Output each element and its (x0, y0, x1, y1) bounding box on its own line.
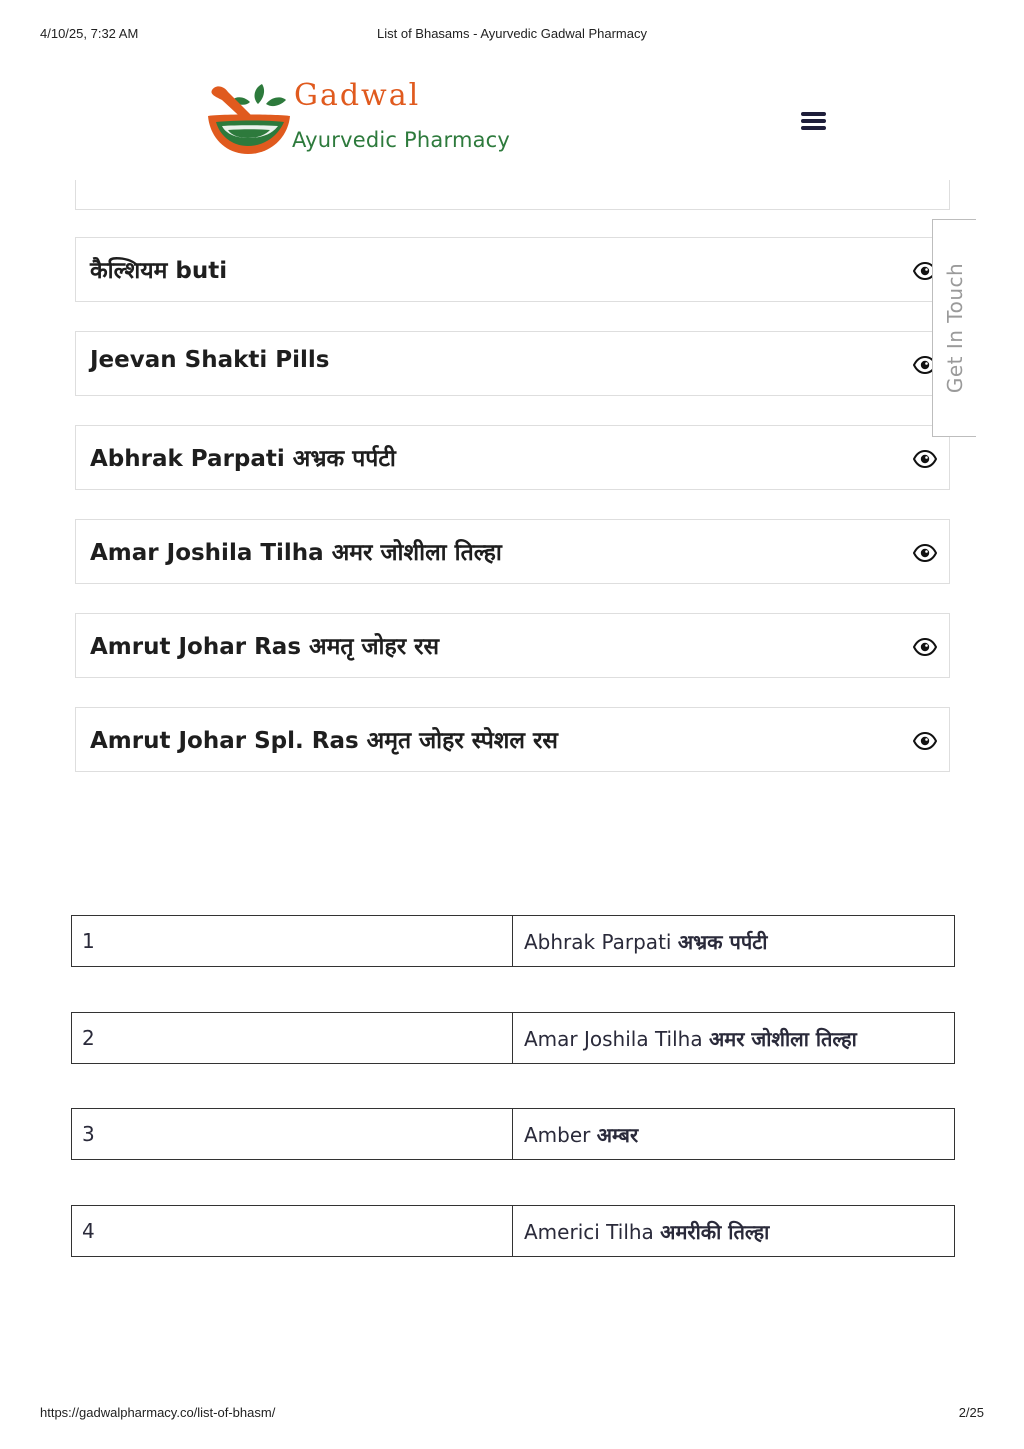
row-number: 1 (82, 929, 95, 953)
table-row (71, 1205, 955, 1257)
medicine-name-hi: अभ्रक पर्पटी (677, 930, 768, 954)
table-cell-number (72, 1206, 513, 1256)
table-cell-name (524, 928, 767, 955)
accordion-item-label: कैल्शियम buti (90, 258, 228, 284)
accordion-item[interactable] (75, 519, 950, 584)
eye-icon[interactable] (913, 447, 937, 471)
get-in-touch-tab[interactable] (932, 219, 976, 437)
accordion-item[interactable] (75, 331, 950, 396)
table-cell-name (524, 1025, 857, 1052)
medicine-name-en: Amber (524, 1123, 597, 1147)
print-header (40, 26, 984, 44)
medicine-name-hi: अम्बर (596, 1123, 639, 1147)
accordion-item-label: Jeevan Shakti Pills (90, 347, 330, 373)
medicine-name-en: Abhrak Parpati (524, 930, 678, 954)
table-cell-name (524, 1121, 638, 1148)
eye-icon[interactable] (913, 635, 937, 659)
brand-subtitle: Ayurvedic Pharmacy (292, 128, 511, 152)
hamburger-menu-icon[interactable] (798, 108, 830, 134)
row-number: 2 (82, 1026, 95, 1050)
medicine-name-hi: अमरीकी तिल्हा (660, 1220, 770, 1244)
get-in-touch-label: Get In Touch (942, 262, 967, 394)
print-title: List of Bhasams - Ayurvedic Gadwal Pharmacy (377, 26, 647, 41)
medicine-name-hi: अमर जोशीला तिल्हा (708, 1027, 857, 1051)
accordion-item[interactable] (75, 237, 950, 302)
table-row (71, 1012, 955, 1064)
row-number: 3 (82, 1122, 95, 1146)
print-datetime: 4/10/25, 7:32 AM (40, 26, 139, 41)
medicine-name-en: Americi Tilha (524, 1220, 661, 1244)
table-cell-number (72, 916, 513, 966)
accordion-item-label: Amrut Johar Spl. Ras अमृत जोहर स्पेशल रस (90, 728, 558, 754)
brand-name: Gadwal (294, 78, 421, 113)
table-cell-number (72, 1013, 513, 1063)
accordion-item-label: Abhrak Parpati अभ्रक पर्पटी (90, 446, 396, 472)
accordion-item-partial[interactable] (75, 180, 950, 210)
accordion-item[interactable] (75, 425, 950, 490)
table-row (71, 1108, 955, 1160)
mortar-pestle-logo-icon (206, 74, 296, 160)
table-cell-name (524, 1218, 769, 1245)
accordion-item-label: Amrut Johar Ras अमतृ जोहर रस (90, 634, 440, 660)
print-page-number: 2/25 (958, 1405, 984, 1420)
accordion-item-label: Amar Joshila Tilha अमर जोशीला तिल्हा (90, 540, 502, 566)
eye-icon[interactable] (913, 729, 937, 753)
print-footer (40, 1405, 984, 1423)
accordion-item[interactable] (75, 613, 950, 678)
accordion-item[interactable] (75, 707, 950, 772)
print-url: https://gadwalpharmacy.co/list-of-bhasm/ (40, 1405, 276, 1420)
row-number: 4 (82, 1219, 95, 1243)
medicine-name-en: Amar Joshila Tilha (524, 1027, 709, 1051)
table-row (71, 915, 955, 967)
table-cell-number (72, 1109, 513, 1159)
site-logo[interactable] (206, 74, 516, 160)
eye-icon[interactable] (913, 541, 937, 565)
